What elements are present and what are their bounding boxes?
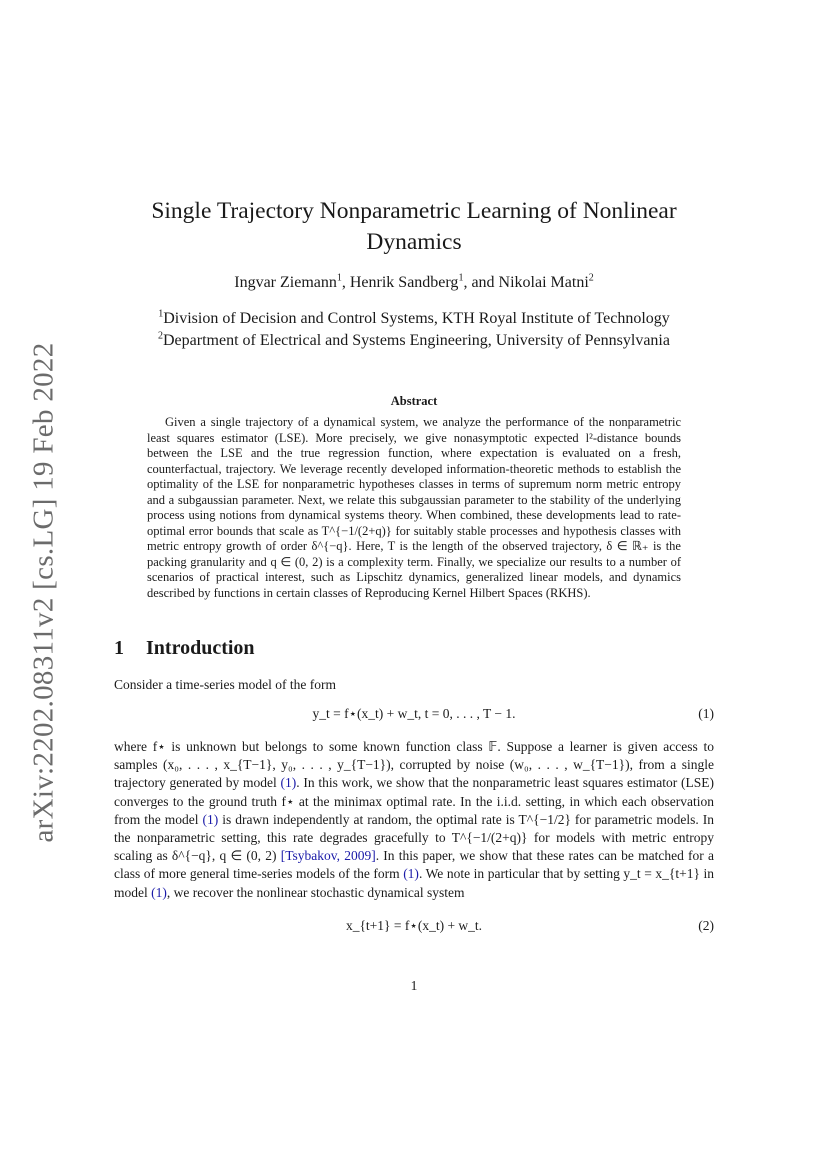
author-affil-mark: 1	[458, 272, 464, 284]
equation-1-body: y_t = f⋆(x_t) + w_t, t = 0, . . . , T − 1.	[312, 706, 516, 721]
author-list	[114, 274, 714, 292]
section-heading	[114, 637, 255, 660]
author-separator: ,	[341, 274, 350, 291]
abstract-body: Given a single trajectory of a dynamical system, we analyze the performance of the nonparametric least squares estimator (LSE). More precisely, we give nonasymptotic expected l²-distance bounds between the LSE and the true regression function, where expectation is evaluated on a fresh, counterfactual, trajectory. We leverage recently developed information-theoretic methods to establish the optimality of the LSE for nonparametric hypotheses classes in terms of supremum norm metric entropy and a subgaussian parameter. Next, we relate this subgaussian parameter to the stability of the underlying process using notions from dynamical systems theory. When combined, these developments lead to rate-optimal error bounds that scale as T^{−1/(2+q)} for suitably stable processes and hypothesis classes with metric entropy growth of order δ^{−q}. Here, T is the length of the observed trajectory, δ ∈ ℝ₊ is the packing granularity and q ∈ (0, 2) is a complexity term. Finally, we specialize our results to a number of scenarios of practical interest, such as Lipschitz dynamics, generalized linear models, and dynamics described by functions in certain classes of Reproducing Kernel Hilbert Spaces (RKHS).	[147, 415, 681, 600]
affiliation-text: Division of Decision and Control Systems, KTH Royal Institute of Technology	[163, 310, 670, 327]
intro-text: . We note in particular that by setting y_t = x_{t+1} in model	[114, 866, 715, 900]
equation-1	[114, 706, 714, 726]
equation-ref-link[interactable]: (1)	[151, 884, 167, 900]
author-name: Henrik Sandberg	[349, 274, 459, 291]
equation-2-body: x_{t+1} = f⋆(x_t) + w_t.	[345, 918, 483, 933]
intro-paragraph-1: Consider a time-series model of the form	[114, 677, 336, 692]
citation-link[interactable]: [Tsybakov, 2009]	[280, 848, 376, 864]
section-number: 1	[114, 637, 124, 659]
affiliation-line	[114, 330, 714, 352]
arxiv-id-text: arXiv:2202.08311v2 [cs.LG] 19 Feb 2022	[27, 341, 60, 843]
section-title: Introduction	[146, 637, 255, 659]
equation-ref-link[interactable]: (1)	[280, 775, 297, 791]
equation-2-tag: (2)	[698, 918, 714, 933]
equation-2	[114, 918, 714, 938]
intro-text: . In this paper, we show that these rates can be matched for a class of more general time-series models of the form	[114, 848, 714, 882]
intro-paragraph-2	[114, 738, 714, 902]
author-affil-mark: 2	[588, 272, 594, 284]
intro-text: is drawn independently at random, the optimal rate is T^{−1/2} for parametric models. In the nonparametric setting, this rate degrades gracefully to T^{−1/(2+q)} for models with metric entropy scaling as δ^{−q}, q ∈ (0, 2)	[114, 811, 714, 864]
author-name: Ingvar Ziemann	[234, 274, 337, 291]
affiliation-mark: 1	[158, 308, 164, 320]
author-affil-mark: 1	[336, 272, 342, 284]
affiliation-line	[114, 308, 714, 330]
paper-title: Single Trajectory Nonparametric Learning of Nonlinear Dynamics	[151, 198, 677, 255]
abstract-heading: Abstract	[390, 394, 438, 408]
equation-ref-link[interactable]: (1)	[202, 811, 219, 827]
equation-1-tag: (1)	[698, 706, 714, 721]
affiliation-mark: 2	[158, 330, 163, 342]
author-separator: , and	[463, 274, 499, 291]
arxiv-side-identifier	[22, 341, 66, 843]
page-number: 1	[410, 978, 418, 993]
equation-ref-link[interactable]: (1)	[403, 866, 419, 882]
intro-text: where f⋆ is unknown but belongs to some known function class 𝔽. Suppose a learner is given access to samples (x₀, . . . , x_{T−1}, y₀, . . . , y_{T−1}), corrupted by noise (w₀, . . . , w_{T−1}), from a single trajectory generated by model	[114, 739, 714, 791]
author-name: Nikolai Matni	[498, 274, 589, 291]
intro-text: , we recover the nonlinear stochastic dynamical system	[166, 884, 465, 900]
affiliations	[114, 308, 714, 352]
affiliation-text: Department of Electrical and Systems Engineering, University of Pennsylvania	[163, 332, 670, 349]
intro-text: . In this work, we show that the nonparametric least squares estimator (LSE) converges to the ground truth f⋆ at the minimax optimal rate. In the i.i.d. setting, in which each observation from the model	[114, 775, 714, 827]
